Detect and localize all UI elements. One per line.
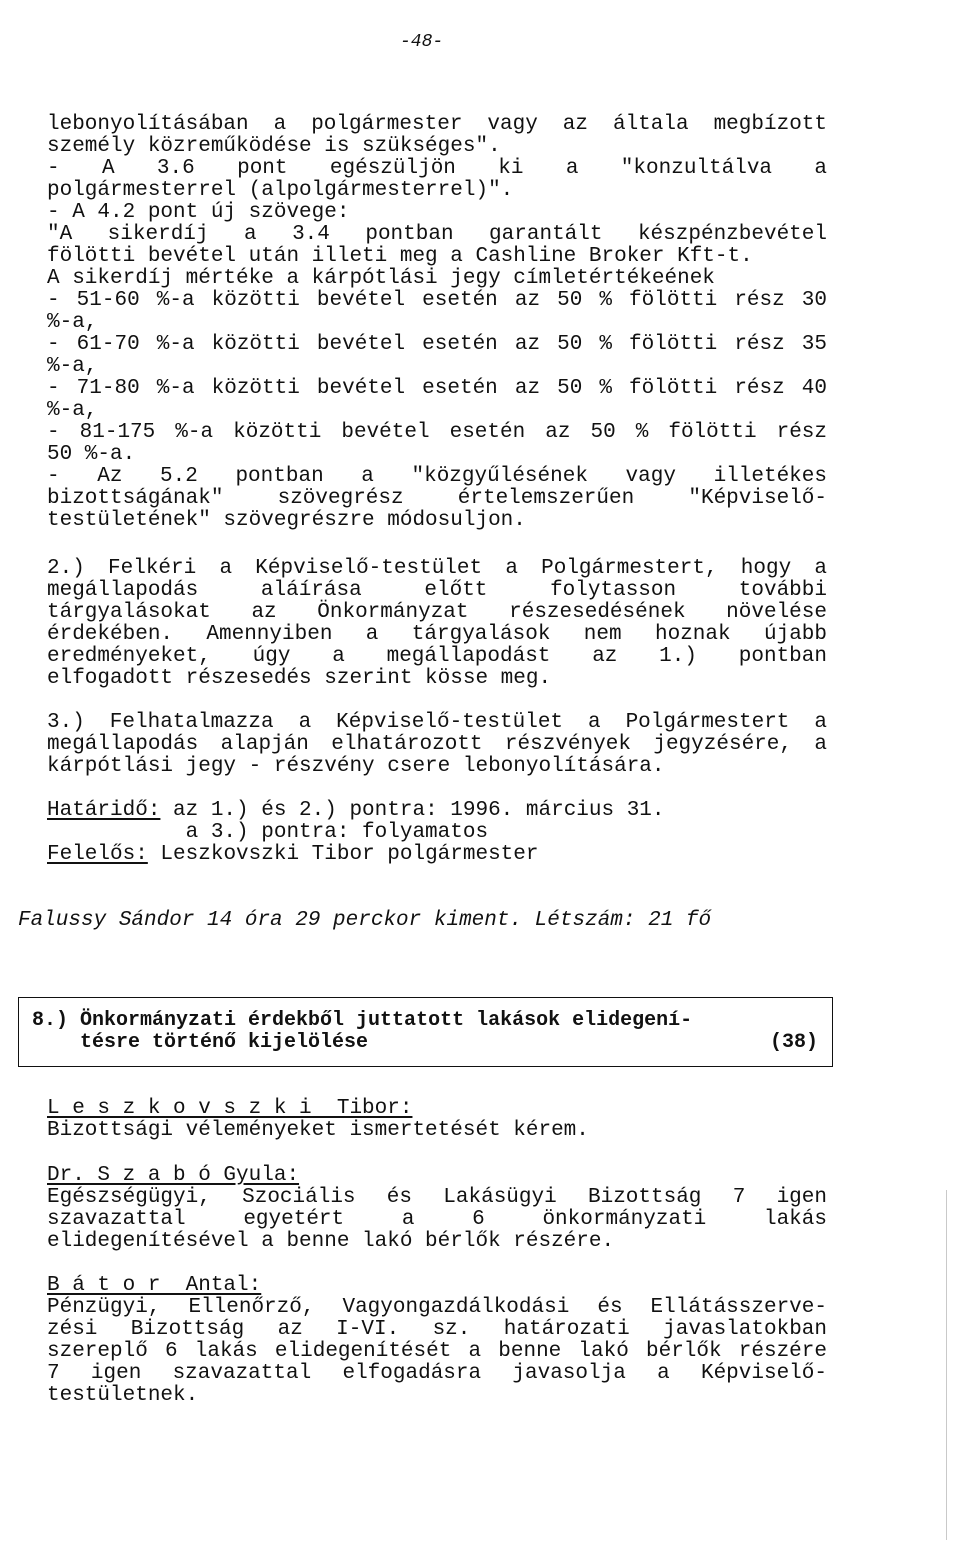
text-line: - 81-175 %-a közötti bevétel esetén az 50 % fölötti rész bbox=[47, 421, 827, 444]
agenda-item-box bbox=[18, 997, 833, 1067]
speaker-2 bbox=[47, 1165, 827, 1253]
resolution-point-2 bbox=[47, 558, 827, 690]
text-line: érdekében. Amennyiben a tárgyalások nem hoznak újabb bbox=[47, 623, 827, 646]
attendance-note: Falussy Sándor 14 óra 29 perckor kiment. Létszám: 21 fő bbox=[18, 909, 712, 932]
responsible-label: Felelős: bbox=[47, 843, 148, 866]
text-line: testületének" szövegrészre módosuljon. bbox=[47, 509, 526, 532]
speech-line: szavazattal egyetért a 6 önkormányzati lakás bbox=[47, 1208, 827, 1231]
page-number: -48- bbox=[400, 32, 444, 52]
text-line: %-a, bbox=[47, 399, 98, 422]
text-line: polgármesterrel (alpolgármesterrel)". bbox=[47, 179, 514, 202]
deadline-value-2: a 3.) pontra: folyamatos bbox=[47, 821, 489, 844]
deadline-block bbox=[47, 800, 827, 866]
text-line: fölötti bevétel után illeti meg a Cashline Broker Kft-t. bbox=[47, 245, 753, 268]
text-line: - 61-70 %-a közötti bevétel esetén az 50 % fölötti rész 35 bbox=[47, 333, 827, 356]
text-line: %-a, bbox=[47, 355, 98, 378]
speech-line: Bizottsági véleményeket ismertetését kérem. bbox=[47, 1119, 589, 1142]
speaker-1 bbox=[47, 1098, 827, 1142]
speech-line: testületnek. bbox=[47, 1384, 199, 1407]
scan-edge-line bbox=[946, 1190, 947, 1540]
text-line: bizottságának" szövegrész értelemszerűen "Képviselő- bbox=[47, 487, 827, 510]
text-line: - 71-80 %-a közötti bevétel esetén az 50 % fölötti rész 40 bbox=[47, 377, 827, 400]
attendance-note-block bbox=[18, 910, 838, 932]
text-line: 50 %-a. bbox=[47, 443, 136, 466]
text-line: A sikerdíj mértéke a kárpótlási jegy címletértékeének bbox=[47, 267, 715, 290]
text-line: - 51-60 %-a közötti bevétel esetén az 50 % fölötti rész 30 bbox=[47, 289, 827, 312]
speaker-name: B á t o r Antal: bbox=[47, 1274, 262, 1297]
agenda-item-number: (38) bbox=[769, 1031, 818, 1054]
amendments-block bbox=[47, 114, 827, 532]
responsible-value: Leszkovszki Tibor polgármester bbox=[147, 843, 539, 866]
deadline-value: az 1.) és 2.) pontra: 1996. március 31. bbox=[160, 799, 665, 822]
text-line: - Az 5.2 pontban a "közgyűlésének vagy illetékes bbox=[47, 465, 827, 488]
text-line: tárgyalásokat az Önkormányzat részesedésének növelése bbox=[47, 601, 827, 624]
text-line: megállapodás aláírása előtt folytasson további bbox=[47, 579, 827, 602]
speech-line: Pénzügyi, Ellenőrző, Vagyongazdálkodási és Ellátásszerve- bbox=[47, 1296, 827, 1319]
deadline-label: Határidő: bbox=[47, 799, 161, 822]
text-line: kárpótlási jegy - részvény csere lebonyolítására. bbox=[47, 755, 665, 778]
text-line: 3.) Felhatalmazza a Képviselő-testület a Polgármestert a bbox=[47, 711, 827, 734]
speech-line: 7 igen szavazattal elfogadásra javasolja a Képviselő- bbox=[47, 1362, 827, 1385]
agenda-item-title-line-1: 8.) Önkormányzati érdekből juttatott lakások elidegení- bbox=[32, 1009, 693, 1032]
text-line: "A sikerdíj a 3.4 pontban garantált készpénzbevétel bbox=[47, 223, 827, 246]
speech-line: zési Bizottság az I-VI. sz. határozati javaslatokban bbox=[47, 1318, 827, 1341]
text-line: elfogadott részesedés szerint kösse meg. bbox=[47, 667, 552, 690]
text-line: 2.) Felkéri a Képviselő-testület a Polgármestert, hogy a bbox=[47, 557, 827, 580]
text-line: személy közreműködése is szükséges". bbox=[47, 135, 501, 158]
text-line: - A 4.2 pont új szövege: bbox=[47, 201, 350, 224]
text-line: - A 3.6 pont egészüljön ki a "konzultálva a bbox=[47, 157, 827, 180]
text-line: megállapodás alapján elhatározott részvények jegyzésére, a bbox=[47, 733, 827, 756]
text-line: eredményeket, úgy a megállapodást az 1.) pontban bbox=[47, 645, 827, 668]
speaker-name: Dr. S z a b ó Gyula: bbox=[47, 1164, 300, 1187]
resolution-point-3 bbox=[47, 712, 827, 778]
speech-line: Egészségügyi, Szociális és Lakásügyi Bizottság 7 igen bbox=[47, 1186, 827, 1209]
text-line: %-a, bbox=[47, 311, 98, 334]
text-line: lebonyolításában a polgármester vagy az általa megbízott bbox=[47, 113, 827, 136]
speaker-name: L e s z k o v s z k i Tibor: bbox=[47, 1097, 413, 1120]
speech-line: elidegenítésével a benne lakó bérlők részére. bbox=[47, 1230, 615, 1253]
agenda-item-title-line-2: tésre történő kijelölése bbox=[32, 1031, 369, 1054]
speaker-3 bbox=[47, 1275, 827, 1407]
speech-line: szereplő 6 lakás elidegenítését a benne lakó bérlők részére bbox=[47, 1340, 827, 1363]
